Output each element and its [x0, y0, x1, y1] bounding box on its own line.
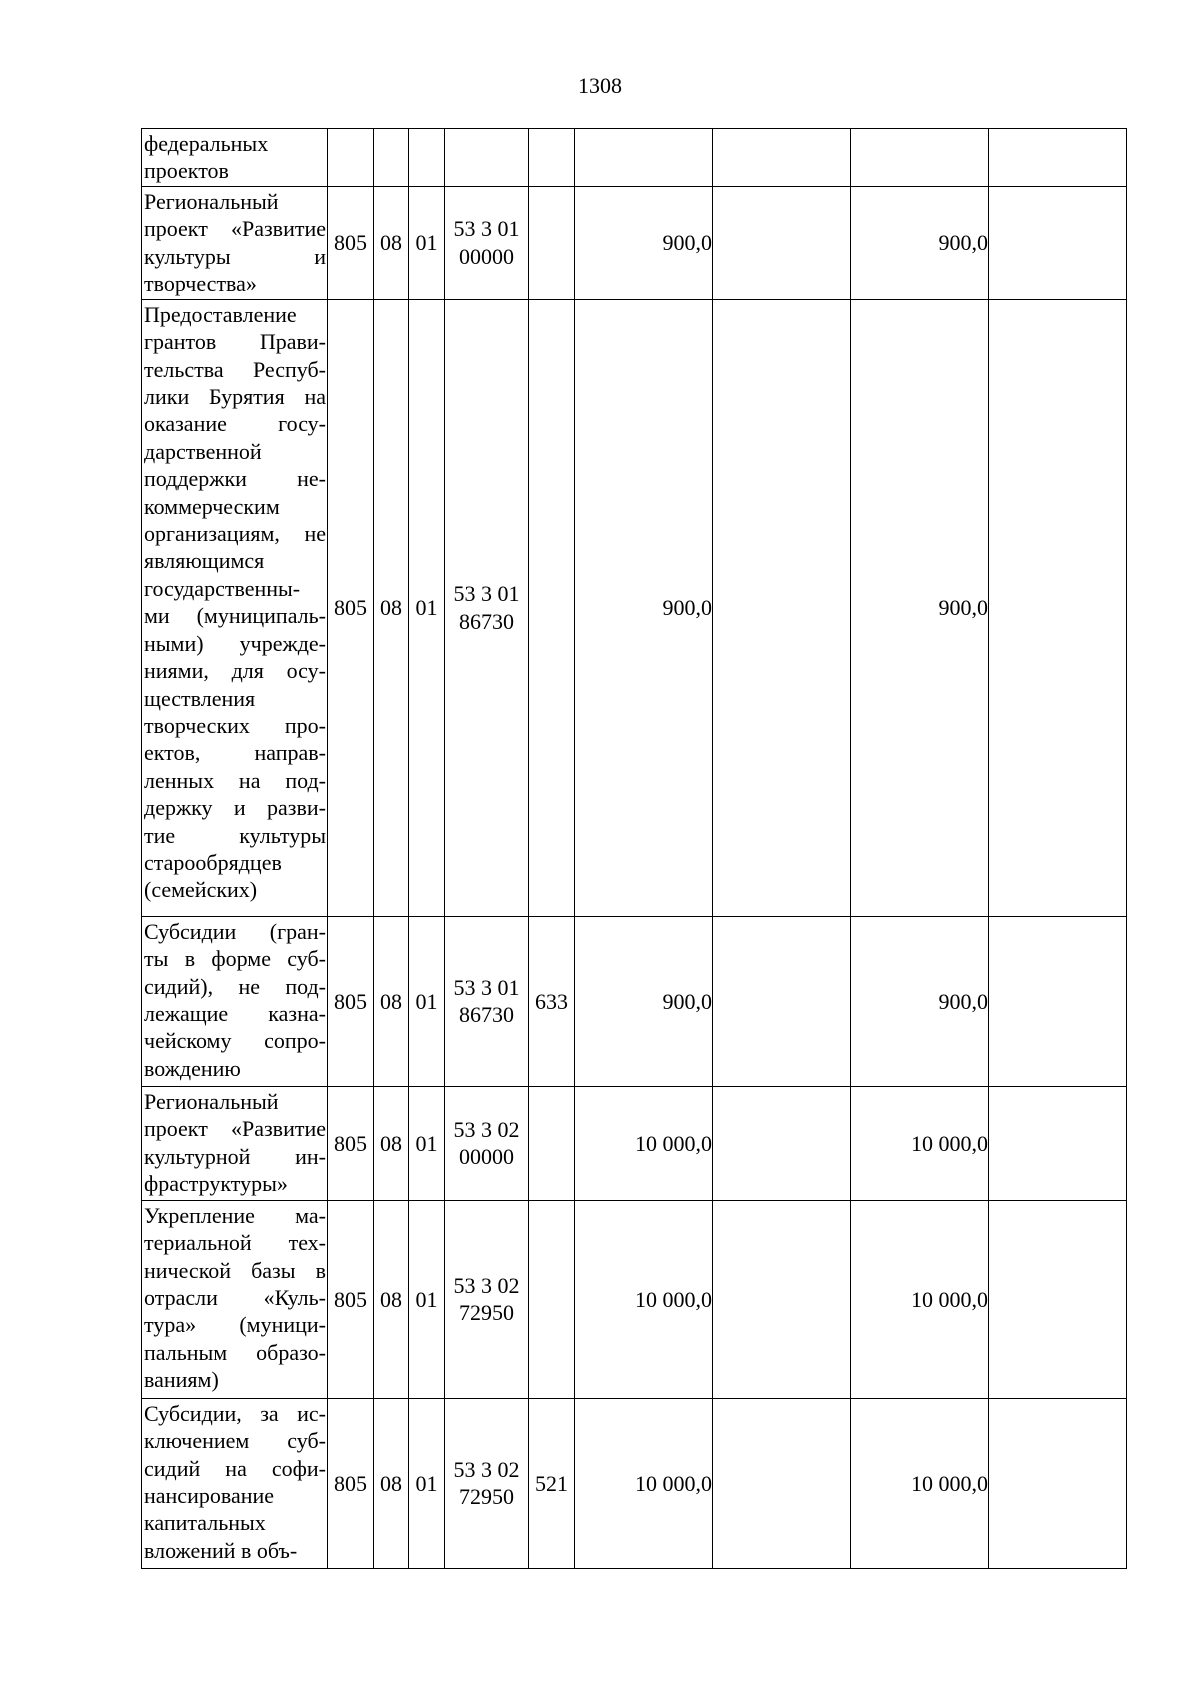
row-name-line: творчества»	[144, 271, 257, 297]
csr-code-line: 86730	[459, 1002, 514, 1028]
row-name-line: Предоставление	[144, 301, 297, 327]
row-name-line: ми (муниципаль-	[144, 603, 326, 629]
row-name-line: культуры и	[144, 243, 326, 269]
row-name	[142, 1200, 328, 1398]
cell-gr: 805	[328, 299, 374, 916]
row-name-line: государственны-	[144, 575, 301, 601]
cell-pr: 01	[409, 916, 445, 1086]
row-name-line: организациям, не	[144, 521, 326, 547]
row-name-line: ваниям)	[144, 1367, 219, 1393]
cell-sum4	[989, 1086, 1127, 1200]
cell-rz: 08	[374, 299, 409, 916]
row-name	[142, 299, 328, 916]
row-name-line: фраструктуры»	[144, 1171, 288, 1197]
row-name-line: вложений в объ-	[144, 1537, 298, 1563]
row-name-line: Субсидии, за ис-	[144, 1400, 326, 1426]
cell-vr: 521	[529, 1398, 575, 1568]
row-name-line: тура» (муници-	[144, 1312, 326, 1338]
row-name-line: нической базы в	[144, 1257, 326, 1283]
row-name-line: териальной тех-	[144, 1230, 326, 1256]
cell-sum1	[575, 129, 713, 187]
row-name-line: (семейских)	[144, 877, 258, 903]
cell-csr	[445, 1398, 529, 1568]
row-name-line: держку и разви-	[144, 795, 326, 821]
cell-sum3: 10 000,0	[851, 1200, 989, 1398]
row-name-line: нансирование	[144, 1483, 275, 1509]
cell-vr	[529, 129, 575, 187]
cell-vr: 633	[529, 916, 575, 1086]
csr-code-line: 72950	[459, 1484, 514, 1510]
cell-sum3: 900,0	[851, 916, 989, 1086]
row-name-line: лежащие казна-	[144, 1001, 326, 1027]
row-name-line: являющимся	[144, 548, 265, 574]
row-name-line: ектов, направ-	[144, 740, 326, 766]
csr-code-line: 53 3 01	[453, 974, 520, 1000]
row-name-line: федеральных	[144, 131, 269, 156]
table-row	[142, 916, 1127, 1086]
row-name	[142, 129, 328, 187]
cell-pr: 01	[409, 299, 445, 916]
cell-sum4	[989, 129, 1127, 187]
cell-vr	[529, 1200, 575, 1398]
csr-code-line: 53 3 02	[453, 1272, 520, 1298]
cell-sum3: 10 000,0	[851, 1086, 989, 1200]
cell-csr	[445, 1086, 529, 1200]
row-name-line: творческих про-	[144, 712, 326, 738]
row-name-line: грантов Прави-	[144, 329, 326, 355]
row-name-line: ниями, для осу-	[144, 658, 326, 684]
cell-vr	[529, 299, 575, 916]
cell-sum1: 900,0	[575, 299, 713, 916]
cell-gr: 805	[328, 186, 374, 299]
csr-code-line: 53 3 01	[453, 581, 520, 607]
cell-sum1: 10 000,0	[575, 1398, 713, 1568]
row-name	[142, 186, 328, 299]
cell-gr	[328, 129, 374, 187]
row-name-line: Укрепление ма-	[144, 1202, 326, 1228]
cell-sum3: 900,0	[851, 186, 989, 299]
row-name-line: капитальных	[144, 1510, 266, 1536]
budget-table	[141, 128, 1127, 1569]
cell-csr	[445, 916, 529, 1086]
csr-code-line: 86730	[459, 608, 514, 634]
cell-csr	[445, 186, 529, 299]
row-name-line: проект «Развитие	[144, 216, 326, 242]
csr-code-line: 53 3 02	[453, 1456, 520, 1482]
cell-pr: 01	[409, 1200, 445, 1398]
row-name-line: проектов	[144, 158, 229, 184]
cell-rz: 08	[374, 1086, 409, 1200]
cell-sum1: 900,0	[575, 186, 713, 299]
row-name-line: Субсидии (гран-	[144, 918, 326, 944]
cell-sum4	[989, 1200, 1127, 1398]
cell-rz: 08	[374, 186, 409, 299]
row-name	[142, 1398, 328, 1568]
row-name-line: культурной ин-	[144, 1143, 326, 1169]
row-name-line: вождению	[144, 1055, 241, 1081]
table-row	[142, 299, 1127, 916]
table-row	[142, 1086, 1127, 1200]
row-name-line: тельства Респуб-	[144, 356, 326, 382]
page-number: 1308	[578, 73, 622, 98]
cell-sum3	[851, 129, 989, 187]
cell-gr: 805	[328, 1086, 374, 1200]
cell-rz: 08	[374, 1398, 409, 1568]
row-name-line: проект «Развитие	[144, 1116, 326, 1142]
cell-vr	[529, 186, 575, 299]
row-name-line: чейскому сопро-	[144, 1028, 326, 1054]
row-name-line: ными) учрежде-	[144, 630, 326, 656]
table-row	[142, 129, 1127, 187]
row-name-line: ты в форме суб-	[144, 946, 326, 972]
row-name	[142, 1086, 328, 1200]
row-name-line: ключением суб-	[144, 1428, 326, 1454]
cell-sum2	[713, 1200, 851, 1398]
cell-sum3: 10 000,0	[851, 1398, 989, 1568]
cell-sum4	[989, 1398, 1127, 1568]
cell-sum1: 10 000,0	[575, 1200, 713, 1398]
table-row	[142, 1200, 1127, 1398]
row-name-line: сидий), не под-	[144, 973, 326, 999]
row-name-line: Региональный	[144, 1088, 279, 1114]
row-name-line: лики Бурятия на	[144, 384, 326, 410]
cell-sum2	[713, 916, 851, 1086]
csr-code-line: 53 3 02	[453, 1116, 520, 1142]
cell-gr: 805	[328, 1200, 374, 1398]
row-name-line: тие культуры	[144, 822, 326, 848]
cell-csr	[445, 299, 529, 916]
row-name	[142, 916, 328, 1086]
cell-pr: 01	[409, 186, 445, 299]
cell-sum4	[989, 916, 1127, 1086]
cell-gr: 805	[328, 1398, 374, 1568]
row-name-line: поддержки не-	[144, 466, 326, 492]
cell-sum1: 10 000,0	[575, 1086, 713, 1200]
row-name-line: Региональный	[144, 188, 279, 214]
table-body	[142, 129, 1127, 1569]
cell-sum4	[989, 186, 1127, 299]
row-name-line: пальным образо-	[144, 1339, 326, 1365]
row-name-line: ществления	[144, 685, 256, 711]
cell-sum1: 900,0	[575, 916, 713, 1086]
row-name-line: старообрядцев	[144, 849, 282, 875]
table-row	[142, 1398, 1127, 1568]
cell-csr	[445, 1200, 529, 1398]
csr-code-line: 53 3 01	[453, 216, 520, 242]
csr-code-line: 72950	[459, 1300, 514, 1326]
row-name-line: ленных на под-	[144, 767, 326, 793]
cell-sum2	[713, 1398, 851, 1568]
row-name-line: отрасли «Куль-	[144, 1285, 326, 1311]
csr-code-line: 00000	[459, 1144, 514, 1170]
table-row	[142, 186, 1127, 299]
cell-sum4	[989, 299, 1127, 916]
row-name-line: оказание госу-	[144, 411, 326, 437]
cell-rz: 08	[374, 916, 409, 1086]
cell-pr: 01	[409, 1398, 445, 1568]
cell-rz	[374, 129, 409, 187]
cell-sum2	[713, 186, 851, 299]
cell-sum2	[713, 129, 851, 187]
cell-vr	[529, 1086, 575, 1200]
cell-pr	[409, 129, 445, 187]
csr-code-line: 00000	[459, 243, 514, 269]
cell-sum2	[713, 299, 851, 916]
cell-gr: 805	[328, 916, 374, 1086]
cell-pr: 01	[409, 1086, 445, 1200]
cell-sum2	[713, 1086, 851, 1200]
cell-csr	[445, 129, 529, 187]
row-name-line: дарственной	[144, 438, 262, 464]
row-name-line: сидий на софи-	[144, 1455, 326, 1481]
row-name-line: коммерческим	[144, 493, 280, 519]
cell-rz: 08	[374, 1200, 409, 1398]
cell-sum3: 900,0	[851, 299, 989, 916]
